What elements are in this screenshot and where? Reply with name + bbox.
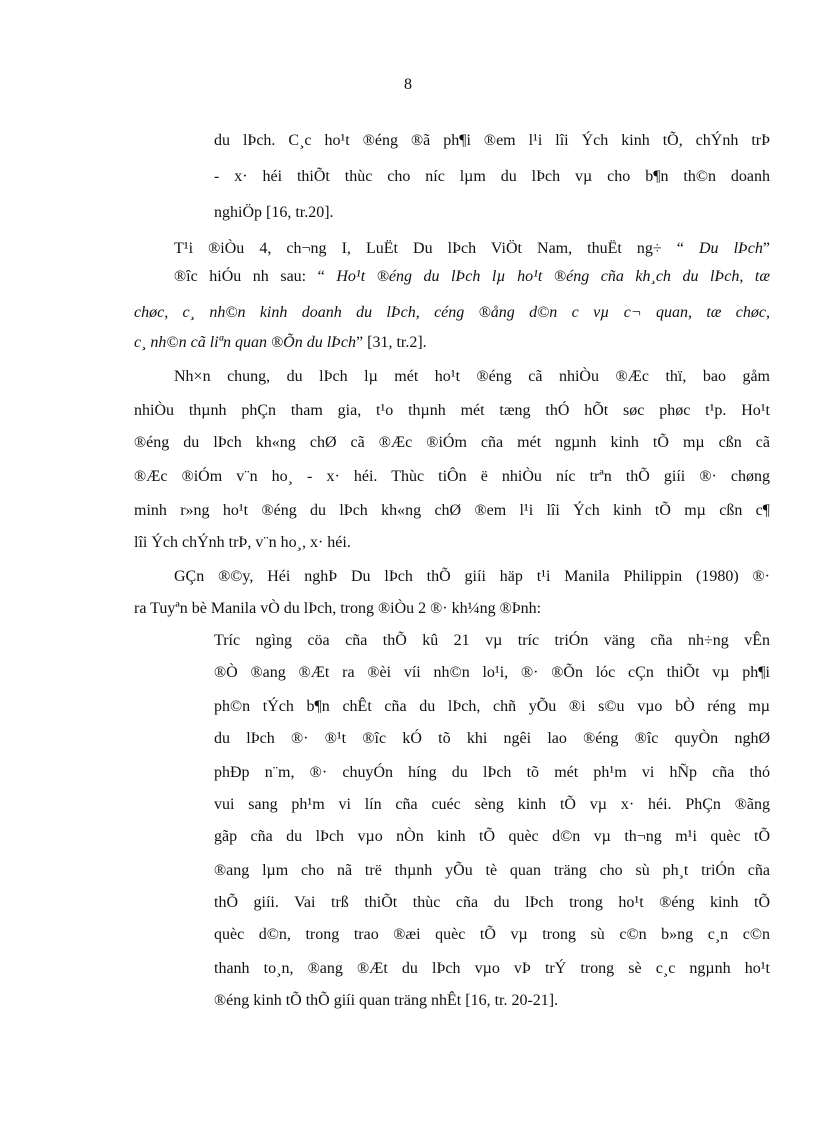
text-line: ®Æc ®iÓm v¨n ho¸ - x· héi. Thùc tiÔn ë nhiÒu níc trªn thÕ giíi ®· chøng — [134, 468, 770, 485]
quoted-definition-end: c¸ nh©n cã liªn quan ®Õn du lÞch — [134, 334, 357, 351]
page-number: 8 — [404, 76, 412, 93]
quote-line: gãp cña du lÞch vµo nÒn kinh tÕ quèc d©n vµ th¬ng m¹i quèc tÕ — [214, 828, 770, 845]
quote-line: quèc d©n, trong trao ®æi quèc tÕ vµ trong sù c©n b»ng c¸n c©n — [214, 926, 770, 943]
quote-line: vui sang ph¹m vi lín cña cuéc sèng kinh tÕ vµ x· héi. PhÇn ®ãng — [214, 796, 770, 813]
quote-line: ®éng kinh tÕ thÕ giíi quan träng nhÊt [16, tr. 20-21]. — [214, 992, 559, 1009]
text-line: du lÞch. C¸c ho¹t ®éng ®ã ph¶i ®em l¹i lîi Ých kinh tÕ, chÝnh trÞ — [214, 132, 770, 149]
text-line: - x· héi thiÕt thùc cho níc lµm du lÞch vµ cho b¶n th©n doanh — [214, 168, 770, 185]
text-line: ®îc hiÓu nh sau: “ Ho¹t ®éng du lÞch lµ ho¹t ®éng cña kh¸ch du lÞch, tæ — [174, 268, 771, 285]
defined-term: Du lÞch — [698, 240, 763, 257]
quote-line: phÐp n¨m, ®· chuyÓn híng du lÞch tõ mét ph¹m vi hÑp cña thó — [214, 764, 770, 781]
text-line: ®éng du lÞch kh«ng chØ cã ®Æc ®iÓm cña mét ngµnh kinh tÕ mµ cßn cã — [134, 434, 770, 451]
text-line: Nh×n chung, du lÞch lµ mét ho¹t ®éng cã nhiÒu ®Æc thï, bao gåm — [174, 368, 770, 385]
line-part: T¹i ®iÒu 4, ch¬ng I, LuËt Du lÞch ViÖt Nam, thuËt ng÷ “ Du lÞch” — [174, 240, 771, 257]
text-line: GÇn ®©y, Héi nghÞ Du lÞch thÕ giíi häp t¹i Manila Philippin (1980) ®· — [174, 568, 770, 585]
quoted-definition: Ho¹t ®éng du lÞch lµ ho¹t ®éng cña kh¸ch du lÞch, tæ — [336, 268, 771, 285]
quote-line: thÕ giíi. Vai trß thiÕt thùc cña du lÞch trong ho¹t ®éng kinh tÕ — [214, 894, 770, 911]
quote-line: ®Ò ®ang ®Æt ra ®èi víi nh©n lo¹i, ®· ®Õn lóc cÇn thiÕt vµ ph¶i — [214, 664, 770, 681]
text-line: ra Tuyªn bè Manila vÒ du lÞch, trong ®iÒu 2 ®· kh¼ng ®Þnh: — [134, 600, 542, 617]
text-line: minh r»ng ho¹t ®éng du lÞch kh«ng chØ ®em l¹i lîi Ých kinh tÕ mµ cßn c¶ — [134, 502, 770, 519]
quote-line: ®ang lµm cho nã trë thµnh yÕu tè quan träng cho sù ph¸t triÓn cña — [214, 862, 770, 879]
quote-line: Tríc ngìng cöa cña thÕ kû 21 vµ tríc triÓn väng cña nh÷ng vÊn — [214, 632, 770, 649]
text-line: c¸ nh©n cã liªn quan ®Õn du lÞch” [31, tr.2]. — [134, 334, 427, 351]
text-line: chøc, c¸ nh©n kinh doanh du lÞch, céng ®ång d©n c vµ c¬ quan, tæ chøc, — [134, 304, 770, 321]
text-line: nghiÖp [16, tr.20]. — [214, 204, 334, 221]
text-line: nhiÒu thµnh phÇn tham gia, t¹o thµnh mét tæng thÓ hÕt søc phøc t¹p. Ho¹t — [134, 402, 770, 419]
quote-line: du lÞch ®· ®¹t ®îc kÓ tõ khi ngêi lao ®éng ®îc quyÒn nghØ — [214, 730, 770, 747]
quote-line: ph©n tÝch b¶n chÊt cña du lÞch, chñ yÕu ®i s©u vµo bÒ réng mµ — [214, 698, 770, 715]
quote-line: thanh to¸n, ®ang ®Æt du lÞch vµo vÞ trÝ trong sè c¸c ngµnh ho¹t — [214, 960, 770, 977]
text-line: lîi Ých chÝnh trÞ, v¨n ho¸, x· héi. — [134, 534, 351, 551]
text-line — [174, 239, 770, 259]
